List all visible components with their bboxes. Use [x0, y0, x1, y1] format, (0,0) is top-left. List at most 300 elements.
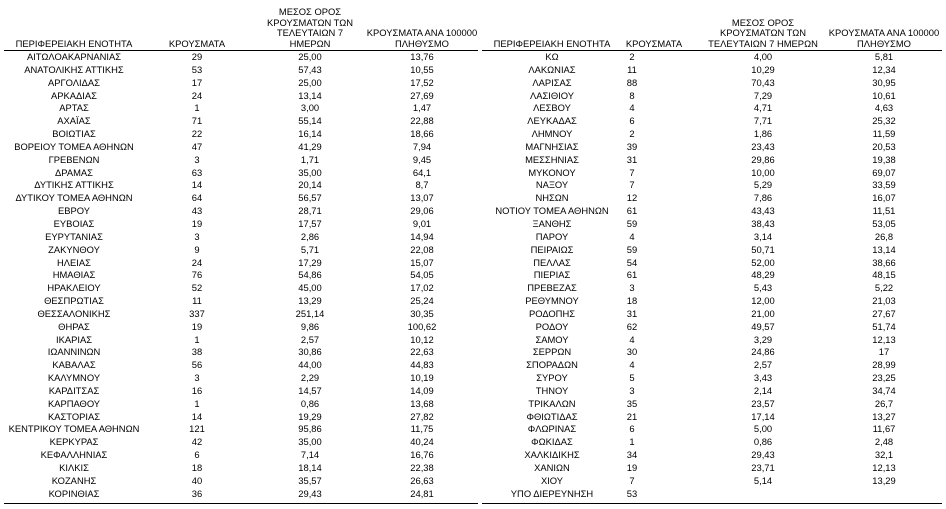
cases-cell: 9 [194, 243, 200, 255]
per100k-cell: 10,12 [410, 333, 434, 345]
avg7-cell: 13,14 [298, 89, 322, 101]
avg7-cell: 17,14 [751, 410, 775, 422]
region-cell: ΠΕΙΡΑΙΩΣ [530, 243, 574, 255]
avg7-cell: 17,29 [298, 256, 322, 268]
table-row [482, 295, 942, 308]
region-cell: ΛΗΜΝΟΥ [531, 128, 573, 140]
table-row [4, 488, 478, 501]
table-row [482, 102, 942, 115]
cases-cell: 24 [191, 256, 203, 268]
avg7-cell: 54,86 [298, 269, 322, 281]
table-row [4, 205, 478, 218]
avg7-cell: 55,14 [298, 115, 322, 127]
avg7-cell: 0,86 [300, 397, 320, 409]
table-row [4, 295, 478, 308]
table-row [4, 282, 478, 295]
table-row [4, 77, 478, 90]
region-cell: ΤΡΙΚΑΛΩΝ [528, 397, 576, 409]
region-cell: ΑΡΚΑΔΙΑΣ [51, 89, 97, 101]
avg7-cell: 48,29 [751, 269, 775, 281]
table-row [4, 334, 478, 347]
cases-cell: 4 [629, 102, 635, 114]
table-row [4, 64, 478, 77]
region-cell: ΛΕΣΒΟΥ [533, 102, 571, 114]
header-per100k-line2: ΠΛΗΘΥΣΜΟ [395, 37, 449, 49]
avg7-cell: 3,43 [753, 372, 773, 384]
region-cell: ΚΟΖΑΝΗΣ [51, 474, 97, 486]
table-row [482, 179, 942, 192]
avg7-cell: 43,43 [751, 205, 775, 217]
table-row [482, 423, 942, 436]
table-row [482, 282, 942, 295]
cases-cell: 19 [191, 217, 203, 229]
region-cell: ΧΑΝΙΩΝ [534, 462, 570, 473]
region-cell: ΗΛΕΙΑΣ [57, 256, 91, 268]
cases-cell: 16 [191, 384, 203, 396]
avg7-cell: 7,29 [753, 89, 773, 101]
table-row [4, 475, 478, 488]
table-row [4, 269, 478, 282]
region-cell: ΡΟΔΟΠΗΣ [528, 307, 576, 319]
avg7-cell: 5,43 [753, 282, 773, 294]
region-cell: ΚΕΝΤΡΙΚΟΥ ΤΟΜΕΑ ΑΘΗΝΩΝ [8, 423, 140, 435]
avg7-cell: 7,71 [753, 115, 773, 127]
left-table [4, 0, 478, 501]
avg7-cell: 35,57 [298, 474, 322, 486]
per100k-cell: 28,99 [872, 359, 896, 371]
avg7-cell: 2,14 [753, 384, 773, 396]
per100k-cell: 30,95 [872, 76, 896, 88]
per100k-cell: 17 [878, 346, 890, 358]
table-row [4, 102, 478, 115]
header-per100k-line2: ΠΛΗΘΥΣΜΟ [857, 37, 911, 49]
right-table-body [482, 51, 942, 501]
region-cell: ΗΡΑΚΛΕΙΟΥ [47, 282, 101, 294]
region-cell: ΦΛΩΡΙΝΑΣ [527, 423, 577, 435]
cases-cell: 30 [626, 346, 638, 358]
cases-cell: 76 [191, 269, 203, 281]
avg7-cell: 1,86 [753, 128, 773, 140]
avg7-cell: 24,86 [751, 346, 775, 358]
per100k-cell: 14,94 [410, 230, 434, 242]
table-row [4, 257, 478, 270]
table-row [482, 372, 942, 385]
cases-cell: 42 [191, 436, 203, 448]
cases-cell: 53 [626, 487, 638, 499]
avg7-cell: 95,86 [298, 423, 322, 435]
region-cell: ΧΑΛΚΙΔΙΚΗΣ [524, 449, 580, 461]
table-row [482, 257, 942, 270]
left-table-body [4, 51, 478, 501]
region-cell: ΜΑΓΝΗΣΙΑΣ [525, 140, 579, 152]
header-cases: ΚΡΟΥΣΜΑΤΑ [168, 37, 226, 49]
cases-cell: 1 [194, 102, 200, 114]
per100k-cell: 8,7 [415, 179, 429, 191]
per100k-cell: 13,27 [872, 410, 896, 422]
per100k-cell: 10,19 [410, 372, 434, 384]
region-cell: ΚΟΡΙΝΘΙΑΣ [48, 487, 100, 499]
cases-cell: 31 [626, 153, 638, 165]
table-row [4, 115, 478, 128]
header-avg7 [256, 7, 364, 49]
cases-cell: 4 [629, 230, 635, 242]
avg7-cell: 7,86 [753, 192, 773, 204]
header-cases: ΚΡΟΥΣΜΑΤΑ [625, 37, 683, 49]
avg7-cell: 49,57 [751, 320, 775, 332]
table-row [4, 192, 478, 205]
region-cell: ΝΑΞΟΥ [535, 179, 569, 191]
per100k-cell: 38,66 [872, 256, 896, 268]
avg7-cell: 2,57 [300, 333, 320, 345]
per100k-cell: 9,01 [412, 217, 432, 229]
per100k-cell: 51,74 [872, 320, 896, 332]
avg7-cell: 28,71 [298, 205, 322, 217]
table-row [4, 321, 478, 334]
per100k-cell: 17,52 [410, 76, 434, 88]
per100k-cell: 25,24 [410, 295, 434, 307]
avg7-cell: 25,00 [298, 51, 322, 62]
table-row [4, 231, 478, 244]
per100k-cell: 53,05 [872, 217, 896, 229]
cases-cell: 17 [191, 76, 203, 88]
avg7-cell: 4,71 [753, 102, 773, 114]
cases-cell: 6 [629, 423, 635, 435]
cases-cell: 19 [626, 462, 638, 473]
table-row [4, 449, 478, 462]
region-cell: ΛΑΚΩΝΙΑΣ [528, 63, 576, 75]
header-region: ΠΕΡΙΦΕΡΕΙΑΚΗ ΕΝΟΤΗΤΑ [15, 37, 133, 49]
table-row [482, 154, 942, 167]
avg7-cell: 35,00 [298, 436, 322, 448]
cases-cell: 43 [191, 205, 203, 217]
avg7-cell: 38,43 [751, 217, 775, 229]
table-row [482, 218, 942, 231]
per100k-cell: 11,59 [872, 128, 896, 140]
region-cell: ΚΑΡΠΑΘΟΥ [47, 397, 101, 409]
header-avg7 [707, 18, 819, 50]
avg7-cell: 4,00 [753, 51, 773, 62]
cases-cell: 29 [191, 51, 203, 62]
cases-cell: 38 [191, 346, 203, 358]
cases-cell: 4 [629, 333, 635, 345]
header-avg7-line2: ΚΡΟΥΣΜΑΤΩΝ ΤΩΝ [719, 27, 807, 38]
region-cell: ΚΑΣΤΟΡΙΑΣ [47, 410, 101, 422]
table-row [482, 346, 942, 359]
cases-cell: 31 [626, 307, 638, 319]
cases-cell: 7 [629, 166, 635, 178]
avg7-cell: 25,00 [298, 76, 322, 88]
avg7-cell: 16,14 [298, 128, 322, 140]
cases-cell: 40 [191, 474, 203, 486]
per100k-cell: 19,38 [872, 153, 896, 165]
table-row [482, 269, 942, 282]
avg7-cell: 3,14 [753, 230, 773, 242]
left-table-bottom-border [4, 503, 478, 504]
per100k-cell: 1,47 [412, 102, 432, 114]
region-cell: ΚΕΦΑΛΛΗΝΙΑΣ [40, 449, 108, 461]
cases-cell: 54 [626, 256, 638, 268]
region-cell: ΛΑΣΙΘΙΟΥ [529, 89, 575, 101]
region-cell: ΜΥΚΟΝΟΥ [528, 166, 576, 178]
avg7-cell: 3,00 [300, 102, 320, 114]
table-row [4, 218, 478, 231]
region-cell: ΑΙΤΩΛΟΑΚΑΡΝΑΝΙΑΣ [26, 51, 122, 62]
header-avg7-line1: ΜΕΣΟΣ ΟΡΟΣ [731, 16, 795, 28]
region-cell: ΘΗΡΑΣ [58, 320, 90, 332]
per100k-cell: 26,63 [410, 474, 434, 486]
region-cell: ΑΡΤΑΣ [59, 102, 89, 114]
cases-cell: 3 [629, 384, 635, 396]
cases-cell: 4 [629, 359, 635, 371]
per100k-cell: 22,88 [410, 115, 434, 127]
per100k-cell: 24,81 [410, 487, 434, 499]
cases-cell: 22 [191, 128, 203, 140]
avg7-cell: 20,14 [298, 179, 322, 191]
cases-cell: 18 [626, 295, 638, 307]
per100k-cell: 48,15 [872, 269, 896, 281]
avg7-cell: 23,57 [751, 397, 775, 409]
cases-cell: 2 [629, 51, 635, 62]
table-row [4, 423, 478, 436]
region-cell: ΚΙΛΚΙΣ [59, 462, 89, 473]
region-cell: ΛΑΡΙΣΑΣ [532, 76, 572, 88]
table-row [4, 346, 478, 359]
region-cell: ΠΙΕΡΙΑΣ [533, 269, 571, 281]
avg7-cell: 45,00 [298, 282, 322, 294]
table-row [4, 436, 478, 449]
avg7-cell: 30,86 [298, 346, 322, 358]
region-cell: ΕΥΡΥΤΑΝΙΑΣ [45, 230, 103, 242]
avg7-cell: 14,57 [298, 384, 322, 396]
cases-cell: 12 [626, 192, 638, 204]
avg7-cell: 10,29 [751, 63, 775, 75]
region-cell: ΘΕΣΣΑΛΟΝΙΚΗΣ [37, 307, 111, 319]
table-row [482, 205, 942, 218]
cases-cell: 21 [626, 410, 638, 422]
avg7-cell: 41,29 [298, 140, 322, 152]
avg7-cell: 18,14 [298, 462, 322, 473]
region-cell: ΞΑΝΘΗΣ [532, 217, 572, 229]
per100k-cell: 16,07 [872, 192, 896, 204]
per100k-cell: 13,14 [872, 243, 896, 255]
cases-cell: 18 [191, 462, 203, 473]
avg7-cell: 29,86 [751, 153, 775, 165]
cases-cell: 63 [191, 166, 203, 178]
avg7-cell: 251,14 [295, 307, 325, 319]
table-row [4, 359, 478, 372]
header-per100k-line1: ΚΡΟΥΣΜΑΤΑ ΑΝΑ 100000 [828, 27, 940, 38]
avg7-cell: 10,00 [751, 166, 775, 178]
region-cell: ΡΕΘΥΜΝΟΥ [525, 295, 579, 307]
header-avg7-line3: ΤΕΛΕΥΤΑΙΩΝ 7 ΗΜΕΡΩΝ [276, 27, 344, 49]
cases-cell: 8 [629, 89, 635, 101]
per100k-cell: 22,63 [410, 346, 434, 358]
avg7-cell: 17,57 [298, 217, 322, 229]
right-table-header [482, 0, 942, 51]
region-cell: ΑΡΓΟΛΙΔΑΣ [48, 76, 100, 88]
avg7-cell: 5,71 [300, 243, 320, 255]
table-row [4, 372, 478, 385]
avg7-cell: 19,29 [298, 410, 322, 422]
table-row [482, 436, 942, 449]
region-cell: ΝΗΣΩΝ [535, 192, 569, 204]
region-cell: ΔΥΤΙΚΟΥ ΤΟΜΕΑ ΑΘΗΝΩΝ [15, 192, 133, 204]
cases-cell: 36 [191, 487, 203, 499]
region-cell: ΥΠΟ ΔΙΕΡΕΥΝΗΣΗ [510, 487, 594, 499]
header-per100k-line1: ΚΡΟΥΣΜΑΤΑ ΑΝΑ 100000 [366, 27, 478, 38]
cases-cell: 5 [629, 372, 635, 384]
per100k-cell: 13,29 [872, 474, 896, 486]
region-cell: ΚΑΒΑΛΑΣ [52, 359, 96, 371]
region-cell: ΡΟΔΟΥ [535, 320, 569, 332]
table-row [4, 244, 478, 257]
cases-cell: 61 [626, 269, 638, 281]
per100k-cell: 11,67 [872, 423, 896, 435]
per100k-cell: 2,48 [874, 436, 894, 448]
avg7-cell: 9,86 [300, 320, 320, 332]
per100k-cell: 44,83 [410, 359, 434, 371]
region-cell: ΑΝΑΤΟΛΙΚΗΣ ΑΤΤΙΚΗΣ [24, 63, 124, 75]
avg7-cell: 5,29 [753, 179, 773, 191]
avg7-cell: 56,57 [298, 192, 322, 204]
cases-cell: 1 [629, 436, 635, 448]
avg7-cell: 5,00 [753, 423, 773, 435]
table-row [4, 411, 478, 424]
per100k-cell: 54,05 [410, 269, 434, 281]
per100k-cell: 12,34 [872, 63, 896, 75]
table-row [482, 115, 942, 128]
avg7-cell: 44,00 [298, 359, 322, 371]
per100k-cell: 12,13 [872, 462, 896, 473]
per100k-cell: 18,66 [410, 128, 434, 140]
header-avg7-line1: ΜΕΣΟΣ ΟΡΟΣ [278, 6, 342, 17]
cases-cell: 3 [194, 372, 200, 384]
region-cell: ΔΥΤΙΚΗΣ ΑΤΤΙΚΗΣ [34, 179, 114, 191]
cases-cell: 7 [629, 474, 635, 486]
table-row [482, 141, 942, 154]
table-row [482, 359, 942, 372]
per100k-cell: 9,45 [412, 153, 432, 165]
cases-cell: 14 [191, 179, 203, 191]
cases-cell: 39 [626, 140, 638, 152]
per100k-cell: 40,24 [410, 436, 434, 448]
region-cell: ΓΡΕΒΕΝΩΝ [48, 153, 100, 165]
cases-cell: 56 [191, 359, 203, 371]
region-cell: ΝΟΤΙΟΥ ΤΟΜΕΑ ΑΘΗΝΩΝ [495, 205, 609, 217]
cases-cell: 71 [191, 115, 203, 127]
table-row [4, 179, 478, 192]
per100k-cell: 10,61 [872, 89, 896, 101]
table-row [4, 308, 478, 321]
table-row [4, 398, 478, 411]
region-cell: ΛΕΥΚΑΔΑΣ [527, 115, 577, 127]
avg7-cell: 23,71 [751, 462, 775, 473]
per100k-cell: 11,51 [872, 205, 896, 217]
cases-cell: 59 [626, 217, 638, 229]
avg7-cell: 29,43 [751, 449, 775, 461]
right-table-bottom-border [482, 503, 942, 504]
cases-cell: 35 [626, 397, 638, 409]
region-cell: ΙΚΑΡΙΑΣ [55, 333, 93, 345]
cases-cell: 11 [192, 295, 202, 307]
table-row [482, 192, 942, 205]
cases-cell: 53 [191, 63, 203, 75]
per100k-cell: 12,13 [872, 333, 896, 345]
region-cell: ΚΕΡΚΥΡΑΣ [49, 436, 99, 448]
region-cell: ΜΕΣΣΗΝΙΑΣ [525, 153, 579, 165]
per100k-cell: 27,67 [872, 307, 896, 319]
region-cell: ΤΗΝΟΥ [535, 384, 569, 396]
region-cell: ΣΠΟΡΑΔΩΝ [526, 359, 578, 371]
per100k-cell: 26,7 [874, 397, 894, 409]
avg7-cell: 29,43 [298, 487, 322, 499]
per100k-cell: 17,02 [410, 282, 434, 294]
table-row [482, 90, 942, 103]
per100k-cell: 14,09 [410, 384, 434, 396]
header-per100k [366, 28, 478, 49]
per100k-cell: 27,82 [410, 410, 434, 422]
avg7-cell: 0,86 [753, 436, 773, 448]
per100k-cell: 15,07 [410, 256, 434, 268]
per100k-cell: 10,55 [410, 63, 434, 75]
right-table [482, 0, 942, 501]
cases-cell: 6 [629, 115, 635, 127]
cases-cell: 2 [629, 128, 635, 140]
avg7-cell: 2,57 [753, 359, 773, 371]
per100k-cell: 13,68 [410, 397, 434, 409]
region-cell: ΕΒΡΟΥ [57, 205, 90, 217]
region-cell: ΔΡΑΜΑΣ [55, 166, 93, 178]
per100k-cell: 29,06 [410, 205, 434, 217]
region-cell: ΣΥΡΟΥ [536, 372, 568, 384]
table-row [482, 475, 942, 488]
cases-cell: 3 [629, 282, 635, 294]
cases-cell: 7 [629, 179, 635, 191]
region-cell: ΕΥΒΟΙΑΣ [53, 217, 95, 229]
table-row [4, 51, 478, 64]
region-cell: ΚΩ [545, 51, 559, 62]
per100k-cell: 32,1 [874, 449, 894, 461]
avg7-cell: 2,29 [300, 372, 320, 384]
per100k-cell: 64,1 [412, 166, 432, 178]
table-row [482, 308, 942, 321]
left-table-header [4, 0, 478, 51]
table-row [482, 51, 942, 64]
region-cell: ΒΟΙΩΤΙΑΣ [52, 128, 96, 140]
cases-cell: 121 [189, 423, 205, 435]
per100k-cell: 16,76 [410, 449, 434, 461]
cases-cell: 3 [194, 153, 200, 165]
header-per100k [828, 28, 940, 49]
avg7-cell: 57,43 [298, 63, 322, 75]
region-cell: ΣΕΡΡΩΝ [532, 346, 572, 358]
cases-cell: 3 [194, 230, 200, 242]
cases-cell: 1 [194, 397, 200, 409]
cases-cell: 64 [191, 192, 203, 204]
table-row [482, 64, 942, 77]
per100k-cell: 5,81 [874, 51, 894, 62]
per100k-cell: 100,62 [407, 320, 437, 332]
table-row [482, 231, 942, 244]
region-cell: ΘΕΣΠΡΩΤΙΑΣ [44, 295, 104, 307]
header-region: ΠΕΡΙΦΕΡΕΙΑΚΗ ΕΝΟΤΗΤΑ [493, 37, 611, 49]
table-row [4, 462, 478, 475]
region-cell: ΠΑΡΟΥ [535, 230, 569, 242]
per100k-cell: 30,35 [410, 307, 434, 319]
region-cell: ΧΙΟΥ [540, 474, 564, 486]
region-cell: ΑΧΑΪΑΣ [57, 115, 91, 127]
per100k-cell: 21,03 [872, 295, 896, 307]
